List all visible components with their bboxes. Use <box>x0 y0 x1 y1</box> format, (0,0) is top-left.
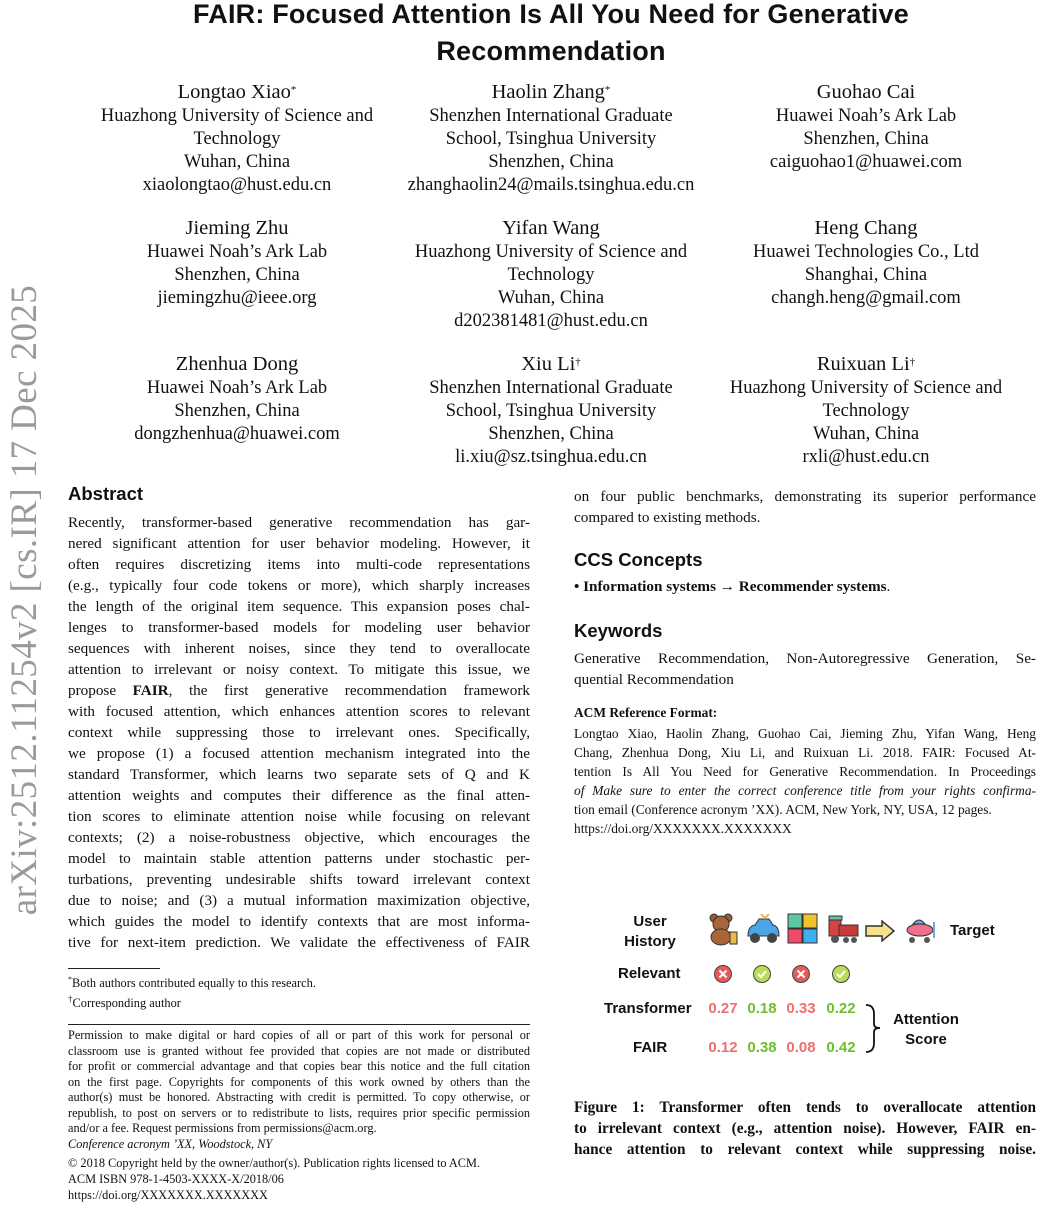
author-affiliation-line: Technology <box>193 129 281 149</box>
author-affiliation-line: Wuhan, China <box>812 424 920 444</box>
permission-line: on the first page. Copyrights for components of this work owned by others than the <box>68 1074 530 1089</box>
author-affiliation-line: Shenzhen, China <box>488 152 614 172</box>
abstract-line: Recently, transformer-based generative recommendation has gar- <box>68 514 530 531</box>
footnote-divider <box>68 968 160 969</box>
permission-line: republish, to post on servers or to redistribute to lists, requires prior specific permission <box>68 1105 530 1120</box>
author-block <box>77 216 397 310</box>
author-affiliation-line: Huawei Technologies Co., Ltd <box>753 242 979 262</box>
abstract-line: often requires discretizing items into multi-code representations <box>68 556 530 573</box>
author-name <box>77 216 397 241</box>
reference-line: https://doi.org/XXXXXXX.XXXXXXX <box>574 821 792 836</box>
author-name-text: Longtao Xiao <box>177 81 291 103</box>
abstract-line: turbations, preventing undesirable shifts toward irrelevant context <box>68 871 530 888</box>
attention-score: 0.27 <box>708 1000 738 1017</box>
target-label: Target <box>950 922 995 939</box>
author-affiliation-line: Shenzhen International Graduate <box>429 378 673 398</box>
permission-line: and/or a fee. Request permissions from permissions@acm.org. <box>68 1121 377 1135</box>
reference-line: Chang, Zhenhua Dong, Xiu Li, and Ruixuan Li. 2018. FAIR: Focused At- <box>574 745 1036 760</box>
author-name-text: Ruixuan Li <box>816 353 910 375</box>
abstract-line: context while suppressing those to irrelevant ones. Specifically, <box>68 724 530 741</box>
author-affiliation-line: Huazhong University of Science and <box>100 106 374 126</box>
author-mark: † <box>909 356 916 368</box>
paper-title: FAIR: Focused Attention Is All You Need for Generative Recommendation <box>193 0 909 66</box>
author-affiliation-line: Shanghai, China <box>804 265 928 285</box>
attention-score: 0.22 <box>826 1000 856 1017</box>
author-name-text: Haolin Zhang <box>491 81 605 103</box>
permission-line: classroom use is granted without fee provided that copies are not made or distributed <box>68 1043 530 1058</box>
footnote-equal: Both authors contributed equally to this research. <box>72 976 316 991</box>
author-block <box>706 352 1026 469</box>
author-name <box>391 352 711 377</box>
permission-divider <box>68 1024 530 1025</box>
author-name-text: Xiu Li <box>521 353 576 375</box>
x-circle-icon <box>713 964 733 984</box>
author-name <box>391 216 711 241</box>
author-name <box>77 352 397 377</box>
author-affiliation-line: d202381481@hust.edu.cn <box>454 311 648 331</box>
author-name <box>706 352 1026 377</box>
author-affiliation-line: changh.heng@gmail.com <box>771 288 961 308</box>
abstract-line: attention to irrelevant or noisy context. To mitigate this issue, we <box>68 661 530 678</box>
abstract-heading: Abstract <box>68 483 144 504</box>
abstract-line: (e.g., typically four code tokens or more), which sharply increases <box>68 577 530 594</box>
abstract-line: we propose (1) a focused attention mechanism integrated into the <box>68 745 530 762</box>
author-affiliation-line: Wuhan, China <box>183 152 291 172</box>
reference-heading: ACM Reference Format: <box>574 705 718 720</box>
footnotes: *Both authors contributed equally to this research. †Corresponding author <box>68 975 316 1011</box>
transformer-label: Transformer <box>604 1000 692 1017</box>
author-affiliation-line: Huawei Noah’s Ark Lab <box>146 242 328 262</box>
abstract-line: on four public benchmarks, demonstrating its superior performance <box>574 488 1036 505</box>
abstract-line: compared to existing methods. <box>574 509 761 526</box>
conference-line: Conference acronym ’XX, Woodstock, NY <box>68 1136 273 1151</box>
author-name-text: Guohao Cai <box>816 81 916 103</box>
abstract-line: contexts; (2) a noise-robustness objective, which encourages the <box>68 829 530 846</box>
author-name <box>391 80 711 105</box>
attention-score: 0.38 <box>747 1039 777 1056</box>
ccs-heading: CCS Concepts <box>574 549 703 570</box>
abstract-segment: , the first generative recommendation framework <box>168 682 530 699</box>
author-name-text: Zhenhua Dong <box>175 353 299 375</box>
author-block <box>706 80 1026 174</box>
author-affiliation-line: Huazhong University of Science and <box>729 378 1003 398</box>
author-affiliation-line: jiemingzhu@ieee.org <box>157 288 317 308</box>
author-affiliation-line: dongzhenhua@huawei.com <box>134 424 340 444</box>
caption-line: to irrelevant context (e.g., attention noise). However, FAIR en- <box>574 1120 1036 1137</box>
attention-score: 0.33 <box>786 1000 816 1017</box>
abstract-segment: FAIR <box>132 682 169 699</box>
author-affiliation-line: Shenzhen, China <box>803 129 929 149</box>
author-affiliation-line: zhanghaolin24@mails.tsinghua.edu.cn <box>407 175 695 195</box>
check-circle-icon <box>831 964 851 984</box>
abstract-line: attention weights and computes their difference as the final atten- <box>68 787 530 804</box>
abstract-line: model to maintain stable attention patterns under stochastic per- <box>68 850 530 867</box>
author-affiliation-line: xiaolongtao@hust.edu.cn <box>142 175 332 195</box>
keywords-line: quential Recommendation <box>574 671 734 688</box>
reference-line: Longtao Xiao, Haolin Zhang, Guohao Cai, Jieming Zhu, Yifan Wang, Heng <box>574 726 1036 741</box>
author-mark: * <box>290 84 297 96</box>
author-block <box>77 352 397 446</box>
author-affiliation-line: School, Tsinghua University <box>445 401 657 421</box>
abstract-line: standard Transformer, which learns two separate sets of Q and K <box>68 766 530 783</box>
author-name <box>706 216 1026 241</box>
author-affiliation-line: Technology <box>822 401 910 421</box>
abstract-line: with focused attention, which enhances attention scores to relevant <box>68 703 530 720</box>
abstract-line: nered significant attention for user behavior modeling. However, it <box>68 535 530 552</box>
author-affiliation-line: School, Tsinghua University <box>445 129 657 149</box>
author-name-text: Heng Chang <box>814 217 918 239</box>
author-block <box>391 80 711 197</box>
abstract-line <box>68 680 530 701</box>
arrow-right-icon <box>864 920 896 942</box>
author-affiliation-line: li.xiu@sz.tsinghua.edu.cn <box>455 447 647 467</box>
author-name <box>706 80 1026 105</box>
copyright-line: ACM ISBN 978-1-4503-XXXX-X/2018/06 <box>68 1172 284 1186</box>
copyright-line: https://doi.org/XXXXXXX.XXXXXXX <box>68 1188 268 1202</box>
attention-score: 0.08 <box>786 1039 816 1056</box>
permission-line: author(s) must be honored. Abstracting with credit is permitted. To copy otherwise, or <box>68 1090 530 1104</box>
permission-line: for profit or commercial advantage and that copies bear this notice and the full citation <box>68 1059 530 1073</box>
author-mark: * <box>604 84 611 96</box>
user-history-label: User History <box>624 913 676 950</box>
author-mark: † <box>575 356 581 368</box>
fair-label: FAIR <box>633 1039 668 1056</box>
permission-line: Permission to make digital or hard copies of all or part of this work for personal or <box>68 1028 530 1042</box>
author-affiliation-line: Shenzhen International Graduate <box>429 106 673 126</box>
toy-plane-icon <box>903 914 937 946</box>
check-circle-icon <box>752 964 772 984</box>
author-block <box>391 216 711 333</box>
author-affiliation-line: caiguohao1@huawei.com <box>769 152 963 172</box>
author-name <box>77 80 397 105</box>
relevant-label: Relevant <box>618 965 681 982</box>
author-affiliation-line: Huawei Noah’s Ark Lab <box>146 378 328 398</box>
author-affiliation-line: Technology <box>507 265 595 285</box>
brace-icon <box>862 1002 888 1054</box>
author-name-text: Jieming Zhu <box>185 217 289 239</box>
caption-line: hance attention to relevant context while suppressing noise. <box>574 1141 1036 1158</box>
author-name-text: Yifan Wang <box>502 217 600 239</box>
abstract-line: the length of the original item sequence. This expansion poses chal- <box>68 598 530 615</box>
author-affiliation-line: rxli@hust.edu.cn <box>802 447 930 467</box>
reference-line: of Make sure to enter the correct conference title from your rights confirma- <box>574 783 1036 798</box>
author-block <box>391 352 711 469</box>
arxiv-stamp: arXiv:2512.11254v2 [cs.IR] 17 Dec 2025 <box>4 284 45 916</box>
abstract-line: due to noise; and (3) a mutual information maximization objective, <box>68 892 530 909</box>
abstract-line: lenges to transformer-based models for modeling user behavior <box>68 619 530 636</box>
attention-score: 0.18 <box>747 1000 777 1017</box>
keywords-heading: Keywords <box>574 620 663 641</box>
author-affiliation-line: Shenzhen, China <box>174 401 300 421</box>
x-circle-icon <box>791 964 811 984</box>
toy-train-icon <box>826 914 860 946</box>
author-affiliation-line: Huawei Noah’s Ark Lab <box>775 106 957 126</box>
reference-line: tion email (Conference acronym ’XX). ACM, New York, NY, USA, 12 pages. <box>574 802 992 817</box>
teddy-bear-icon <box>706 912 738 946</box>
caption-line: Figure 1: Transformer often tends to overallocate attention <box>574 1099 1036 1116</box>
abstract-segment: propose <box>68 682 133 699</box>
author-affiliation-line: Wuhan, China <box>497 288 605 308</box>
abstract-line: which guides the model to identify contexts that are most informa- <box>68 913 530 930</box>
attention-score-label: Attention Score <box>893 1011 959 1048</box>
attention-score: 0.12 <box>708 1039 738 1056</box>
author-block <box>77 80 397 197</box>
copyright-line: © 2018 Copyright held by the owner/author(s). Publication rights licensed to ACM. <box>68 1156 481 1170</box>
attention-score: 0.42 <box>826 1039 856 1056</box>
reference-line: tention Is All You Need for Generative Recommendation. In Proceedings <box>574 764 1036 779</box>
abstract-line: sequences with inherent noises, since they tend to overallocate <box>68 640 530 657</box>
ccs-concept: • Information systems → Recommender systems. <box>574 578 891 595</box>
author-affiliation-line: Huazhong University of Science and <box>414 242 688 262</box>
keywords-line: Generative Recommendation, Non-Autoregressive Generation, Se- <box>574 650 1036 667</box>
footnote-corresponding: Corresponding author <box>72 996 181 1011</box>
author-affiliation-line: Shenzhen, China <box>488 424 614 444</box>
author-block <box>706 216 1026 310</box>
author-affiliation-line: Shenzhen, China <box>174 265 300 285</box>
abstract-line: tive for next-item prediction. We validate the effectiveness of FAIR <box>68 934 530 951</box>
abstract-line: tion scores to eliminate attention noise while focusing on relevant <box>68 808 530 825</box>
toy-car-icon <box>745 914 781 946</box>
puzzle-icon <box>786 912 820 946</box>
